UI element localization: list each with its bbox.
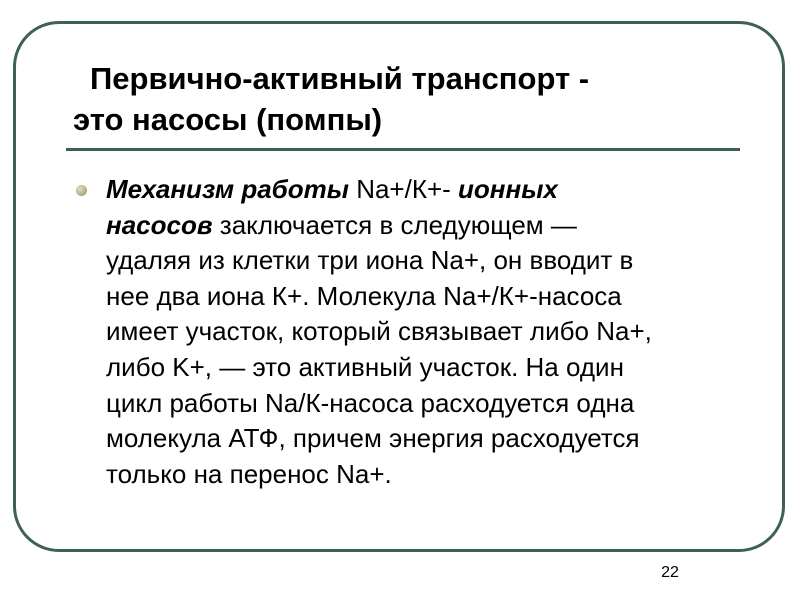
slide-title-line-1: Первично-активный транспорт - <box>90 61 590 96</box>
body-emphasis-pumps: насосов <box>106 209 213 240</box>
body-line-7: цикл работы Na/К-насоса расходуется одна <box>106 387 635 418</box>
body-emphasis-mechanism: Механизм работы <box>106 174 349 204</box>
body-line-3: удаляя из клетки три иона Na+, он вводит в <box>106 245 634 276</box>
body-ions: Na+/К+- <box>348 174 459 204</box>
bullet-icon <box>76 185 87 196</box>
slide-title-line-2: это насосы (помпы) <box>73 102 383 137</box>
body-line-2 <box>106 208 756 244</box>
body-line-8: молекула АТФ, причем энергия расходуется <box>106 423 640 454</box>
body-line-5: имеет участок, который связывает либо Na+, <box>106 316 652 347</box>
body-line-6: либо K+, — это активный участок. На один <box>106 351 624 382</box>
page-number: 22 <box>661 564 679 581</box>
title-divider <box>66 148 740 151</box>
body-emphasis-ionic: ионных <box>458 174 558 204</box>
body-paragraph <box>106 172 756 492</box>
body-line-2-text: заключается в следующем — <box>212 209 577 240</box>
slide-title <box>73 58 753 140</box>
body-line-9: только на перенос Na+. <box>106 458 392 489</box>
body-line-4: нее два иона К+. Молекула Na+/К+-насоса <box>106 280 622 311</box>
body-line-1 <box>106 172 756 208</box>
